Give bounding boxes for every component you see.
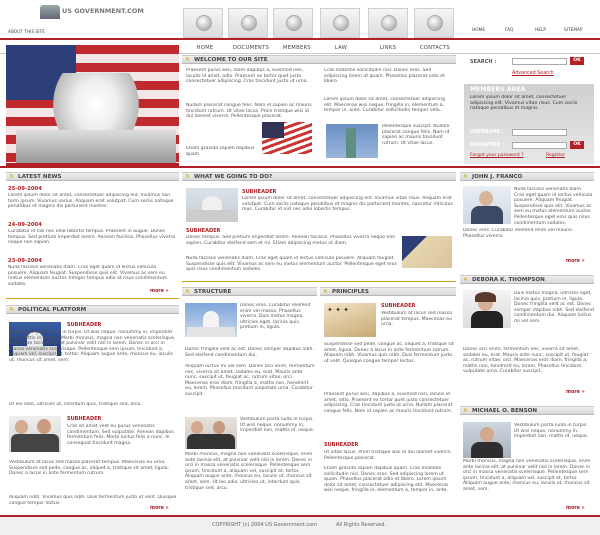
util-home[interactable]: HOME	[472, 28, 486, 33]
search-input[interactable]	[512, 58, 567, 65]
news-more-link[interactable]: more »	[150, 289, 169, 294]
nav-links[interactable]: LINKS	[379, 45, 397, 51]
document-photo	[402, 236, 452, 268]
about-link[interactable]: ABOUT THIS SITE	[8, 30, 45, 35]
search-button[interactable]: OK	[570, 57, 584, 65]
news-text-1: Lorem ipsum dolor sit amet, consectetuer adipiscing elit. Vivamus non torm ipsum. Vivamus varius. Aliquam erat volutpat. Cum sociis natoque penatibus et magnis dis parturient montes.	[8, 193, 174, 210]
franco-more-label: more	[566, 259, 580, 264]
documents-nav-icon[interactable]	[228, 8, 268, 38]
util-help[interactable]: HELP	[535, 28, 546, 33]
benson-more-label: more	[566, 506, 580, 511]
capitol-day-photo	[185, 303, 237, 337]
gold-rule-mid	[182, 281, 456, 282]
password-input[interactable]	[512, 142, 567, 149]
platform-text-5: Aliquam nibh. Vivamus quis nibh. Duis fermentum justo ut velit. Quisque congue tempor lectus.	[9, 495, 177, 506]
header-red-line	[0, 38, 600, 40]
platform-title: POLITICAL PLATFORM	[18, 307, 87, 313]
thompson-header: ✕ DEBORA K. THOMPSON	[460, 275, 594, 284]
news-date-1: 25-09-2004	[8, 186, 42, 192]
thompson-photo	[463, 290, 511, 328]
platform-text-3: Cras sit amet velit eu purus venenatis condimentum. Sed vulputate. Aenean dapibus fermentum felis. Morbi luctus felis a nunc. In consequat tincidunt magna.	[67, 424, 174, 446]
structure-header: ✕ STRUCTURE	[182, 287, 317, 296]
welcome-p5: Lorem ipsum dolor sit amet, consectetuer adipiscing elit. Maecenas wisi neque, fringilla in, elementum a, tempor in, ante. Curabitur sollicitudin tempor odio.	[324, 97, 445, 114]
news-title: LATEST NEWS	[18, 174, 62, 180]
news-date-2: 24-09-2004	[8, 222, 42, 228]
benson-title: MICHAEL O. BENSON	[472, 408, 538, 414]
platform-more-label: more	[150, 506, 164, 511]
util-faq[interactable]: FAQ	[505, 28, 514, 33]
doing-text-2: Donec tempus. Sed pretium imperdiet lorem. Aenean facilisis. Phasellus viverra neque non sapien. Curabitur eleifend sem et mi. Etiam adipiscing metus ut diam.	[186, 235, 396, 246]
doing-text-1: Lorem ipsum dolor sit amet, consectetuer adipiscing elit. Vivamus vitae risus. Aliquam erat volutpat. Cum sociis natoque penatibus et magnis dis parturient montes, nascetur ridiculus mus. Curabitur id nisl nec odio lobortis tempus.	[242, 196, 453, 213]
doing-header: ✕ WHAT WE GOING TO DO?	[182, 172, 456, 181]
login-button[interactable]: OK	[570, 141, 584, 149]
platform-text-1: Vestibulum porta nulla in turpis. Ut wisi neque, nonummy in, imperdiet non, mattis id, neque. Morbi rhoncus, magna non venenatis scelerisque, enim ante lacinia elit, at pulvinar velit nisl in lorem. Donec in orci in massa venenatis scelerisque. Pellentesque sem ipsum, tincidunt a, aliquam vel, suscipit at, tortor. Aliquam augue ante, rhoncus eu, iaculis ut, rhoncus sit amet, sem.	[9, 330, 176, 363]
structure-text-1: Donec eros. Curabitur eleifend enim vel massa. Phasellus viverra. Duis metus magna, ultricies eget, lacinia quis, pretium in, ligula.	[240, 303, 311, 331]
nav-home[interactable]: HOME	[196, 45, 214, 51]
thompson-more-label: more	[566, 390, 580, 395]
benson-photo	[463, 422, 511, 458]
principles-text-4: Ut vitae lacus. Proin tristique wisi id dui laoreet viverra. Pellentesque placerat.	[324, 450, 452, 461]
doing-title: WHAT WE GOING TO DO?	[194, 174, 273, 180]
liberty-photo	[326, 124, 378, 158]
welcome-p3: Etiam gravida sapien dapibus quam.	[186, 146, 255, 157]
util-nav	[462, 28, 592, 36]
members-nav-icon[interactable]	[273, 8, 313, 38]
principles-header: ✕ PRINCIPLES	[320, 287, 456, 296]
structure-text-5: Morbi rhoncus, magna non venenatis scelerisque, enim ante lacinia elit, at pulvinar velit nisl in lorem. Donec in orci in massa venenatis scelerisque. Pellentesque sem ipsum, tincidunt a, aliquam vel, suscipit at, tortor. Aliquam augue ante, rhoncus eu, iaculis ut, rhoncus sit amet, sem. Ut leo odio, ultricies ut, interdum quis, tristique sed, arcu.	[185, 452, 313, 491]
platform-more-link[interactable]: more »	[150, 506, 169, 511]
doing-subheader-1: SUBHEADER	[242, 189, 277, 195]
doing-text-3: Nulla facilisis venenatis diam. Cras eget quam id lectus vehicula posuere. Aliquam feugiat. Suspendisse quis elit. Vivamus ac sem eu metus elementum auctor. Pellentesque eget eros quis risus condimentum sodales.	[186, 256, 397, 273]
footer-copyright: COPYRIGHT (c) 2004 US Government.com	[212, 522, 318, 528]
benson-text-2: Morbi rhoncus, magna non venenatis scelerisque, enim ante lacinia elit, at pulvinar velit nisl in lorem. Donec in orci in massa venenatis scelerisque. Pellentesque sem ipsum, tincidunt a, aliquam vel, suscipit at, tortor. Aliquam augue ante, rhoncus eu, iaculis ut, rhoncus sit amet, sem.	[463, 459, 591, 492]
law-nav-icon[interactable]	[320, 8, 360, 38]
statesmen-photo	[185, 417, 237, 449]
constitution-photo: ✦ ✦ ✦	[324, 303, 376, 337]
welcome-header: ✕ WELCOME TO OUR SITE	[182, 55, 456, 64]
principles-text-2: Suspendisse sed pede, congue ac, aliquet a, tristique sit amet, ligula. Donec a lacus in ante fermentum rutrum. Aliquam nibh. Vivamus quis nibh. Duis fermentum justo ut velit. Quisque congue tempor lectus.	[324, 342, 454, 364]
capitol-flag-image	[6, 45, 179, 163]
search-label: SEARCH :	[470, 59, 497, 65]
principles-title: PRINCIPLES	[332, 289, 369, 295]
nav-documents[interactable]: DOCUMENTS	[232, 45, 270, 51]
news-text-2: Curabitur id nisl nec odio lobortis tempus. Praesent in augue. Donec tempus. Sed pretium imperdiet lorem. Aenean facilisis. Phasellus viverra neque non sapien.	[8, 229, 176, 246]
structure-text-2: Donec fringilla velit ac est. Donec semper dapibus nibh. Sed eleifend condimentum dui.	[185, 347, 314, 358]
news-text-3: Nulla facilisis venenatis diam. Cras eget quam id lectus vehicula posuere. Aliquam feugiat. Suspendisse quis elit. Vivamus ac sem eu metus elementum auctor. Integer tempus odio at risus condimentum sodales.	[8, 265, 168, 287]
principles-text-3: Praesent purus wisi, dapibus a, euismod non, iaculis id amet, odio. Praesent ex tortor quet justo consectetuer adipiscing. Cras tincidunt justo ut urna. Nullam placerat congue felis. Nam id sapien ac mauris tincidunt rutrum.	[324, 392, 453, 414]
advanced-search-link[interactable]: Advanced Search	[512, 71, 554, 76]
thompson-text-2: Donec orci enim, fermentum nec, viverra sit amet, sodales eu, erat. Mauris ante nunc, suscipit ut, feugiat ac, rutrum vitae, orci. Maecenas eros diam, fringilla a, mattis non, hendrerit eu, lorem. Phasellus tincidunt vulputate urna. Curabitur suscipit.	[463, 347, 589, 375]
logo-text: US GOVERNMENT.COM	[62, 7, 144, 15]
thompson-title: DEBORA K. THOMPSON	[472, 277, 545, 283]
couple-photo	[9, 416, 61, 452]
gold-rule-left	[6, 298, 179, 299]
capitol-logo-icon	[40, 5, 60, 19]
structure-text-4: Vestibulum porta nulla in turpis. Ut wisi neque, nonummy in, imperdiet non, mattis id, neque.	[240, 417, 315, 434]
contacts-nav-icon[interactable]	[414, 8, 454, 38]
structure-title: STRUCTURE	[194, 289, 232, 295]
principles-subheader-1: SUBHEADER	[381, 303, 416, 309]
members-text: Lorem ipsum dolor sit amet, consectetuer adipiscing elit. Vivamus vitae risus. Cum sociis natoque penatibus et magnis.	[470, 95, 578, 112]
doing-subheader-2: SUBHEADER	[186, 228, 221, 234]
links-nav-icon[interactable]	[368, 8, 408, 38]
divider-red-line	[0, 166, 600, 168]
benson-more-link[interactable]: more »	[566, 506, 585, 511]
home-nav-icon[interactable]	[183, 8, 223, 38]
thompson-text: Duis metus magna, ultricies eget, lacinia quis, pretium in, ligula. Donec fringilla velit ac est. Donec semper dapibus nibh. Sed eleifend condimentum dui. Aliquam luctus mi vel sem.	[514, 291, 594, 324]
platform-header: ✕ POLITICAL PLATFORM	[6, 305, 179, 314]
password-label: PASSWORD :	[470, 143, 505, 148]
username-label: USERNAME :	[470, 130, 504, 135]
principles-text-5: Etiam gravida sapien dapibus quam. Cras molestie sollicitudin nisl. Donec eros. Sed adipiscing lorem ut quam. Phasellus placerat odio et libero. Lorem ipsum dolor sit amet, consectetuer adipiscing elit. Maecenas wisi neque, fringilla in, elementum a, tempor in, ante.	[324, 466, 449, 494]
platform-text-2: Ut leo odio, ultricies ut, interdum quis, tristique sed, arcu.	[9, 402, 142, 407]
franco-photo	[463, 186, 511, 224]
welcome-title: WELCOME TO OUR SITE	[194, 57, 268, 63]
welcome-p4: Cras molestie sollicitudin nisl. Donec eros. Sed adipiscing lorem ut quam. Phasellus placerat odio et libero.	[324, 68, 445, 85]
members-title: MEMBERS AREA	[470, 86, 526, 93]
footer-rights: All Rights Reserved.	[336, 522, 387, 528]
franco-text-2: Donec eros. Curabitur eleifend enim vel mauris. Phasellus viverra.	[463, 228, 574, 239]
franco-header: ✕ JOHN J. FRANCO	[460, 172, 594, 181]
principles-subheader-2: SUBHEADER	[324, 442, 359, 448]
benson-text: Vestibulum porta nulla in turpis. Ut wisi neque, nonummy in, imperdiet non, mattis id, neque.	[514, 423, 589, 440]
franco-title: JOHN J. FRANCO	[472, 174, 523, 180]
welcome-p2: Nullam placerat congue felis. Nam id sapien ac mauris tincidunt rutrum. Ut vitae lacus. Proin tristique wisi id dui laoreet viverra. Pellentesque placerat.	[186, 103, 312, 120]
franco-more-link[interactable]: more »	[566, 259, 585, 264]
capitol-small-photo	[186, 188, 238, 222]
register-link[interactable]: Register	[546, 153, 565, 158]
franco-text: Nulla facilisis venenatis diam. Cras eget quam id lectus vehicula posuere. Aliquam feugiat. Suspendisse quis elit. Vivamus ac sem eu metus elementum auctor. Pellentesque eget eros quis risus condimentum sodales.	[514, 187, 593, 226]
news-header: ✕ LATEST NEWS	[6, 172, 179, 181]
platform-text-4: Vestibulum at lacus sed massa placerat tempus. Maecenas eu urna. Suspendisse sed pede, congue ac, aliquet a, tristique sit amet, ligula. Donec a lacus in ante fermentum rutrum.	[9, 460, 170, 477]
util-sitemap[interactable]: SITEMAP	[564, 28, 583, 33]
forgot-password-link[interactable]: Forgot your password ?	[470, 153, 524, 158]
structure-text-3: Aliquam luctus mi vel sem. Donec orci enim, fermentum nec, viverra sit amet, sodales eu, erat. Mauris ante nunc, suscipit ut, feugiat ac, rutrum vitae, orci. Maecenas eros diam, fringilla a, mattis non, hendrerit eu, lorem. Phasellus tincidunt vulputate urna. Curabitur suscipit.	[185, 364, 315, 397]
thompson-more-link[interactable]: more »	[566, 390, 585, 395]
flag-photo	[262, 122, 312, 154]
welcome-p6: Pellentesque suscipit. Nullam placerat congue felis. Nam id sapien ac mauris tincidunt rutrum. Ut vitae lacus.	[382, 124, 450, 146]
news-date-3: 23-09-2004	[8, 258, 42, 264]
welcome-p1: Praesent purus wisi, diam dapibus a, euismod non, iaculis id amet, odio. Praesent ex tortor quet justo consectetuer adipiscing. Cras tincidunt justo ut urna.	[186, 68, 308, 85]
nav-contacts[interactable]: CONTACTS	[419, 45, 451, 51]
nav-members[interactable]: MEMBERS	[282, 45, 312, 51]
capitol-base	[16, 130, 176, 163]
platform-subheader-1: SUBHEADER	[67, 322, 102, 328]
benson-header: ✕ MICHAEL O. BENSON	[460, 406, 594, 415]
nav-law[interactable]: LAW	[334, 45, 348, 51]
principles-text-1: Vestibulum at lacus sed massa placerat tempus. Maecenas eu urna.	[381, 311, 452, 328]
logo[interactable]	[40, 4, 150, 20]
platform-subheader-2: SUBHEADER	[67, 416, 102, 422]
username-input[interactable]	[512, 129, 567, 136]
